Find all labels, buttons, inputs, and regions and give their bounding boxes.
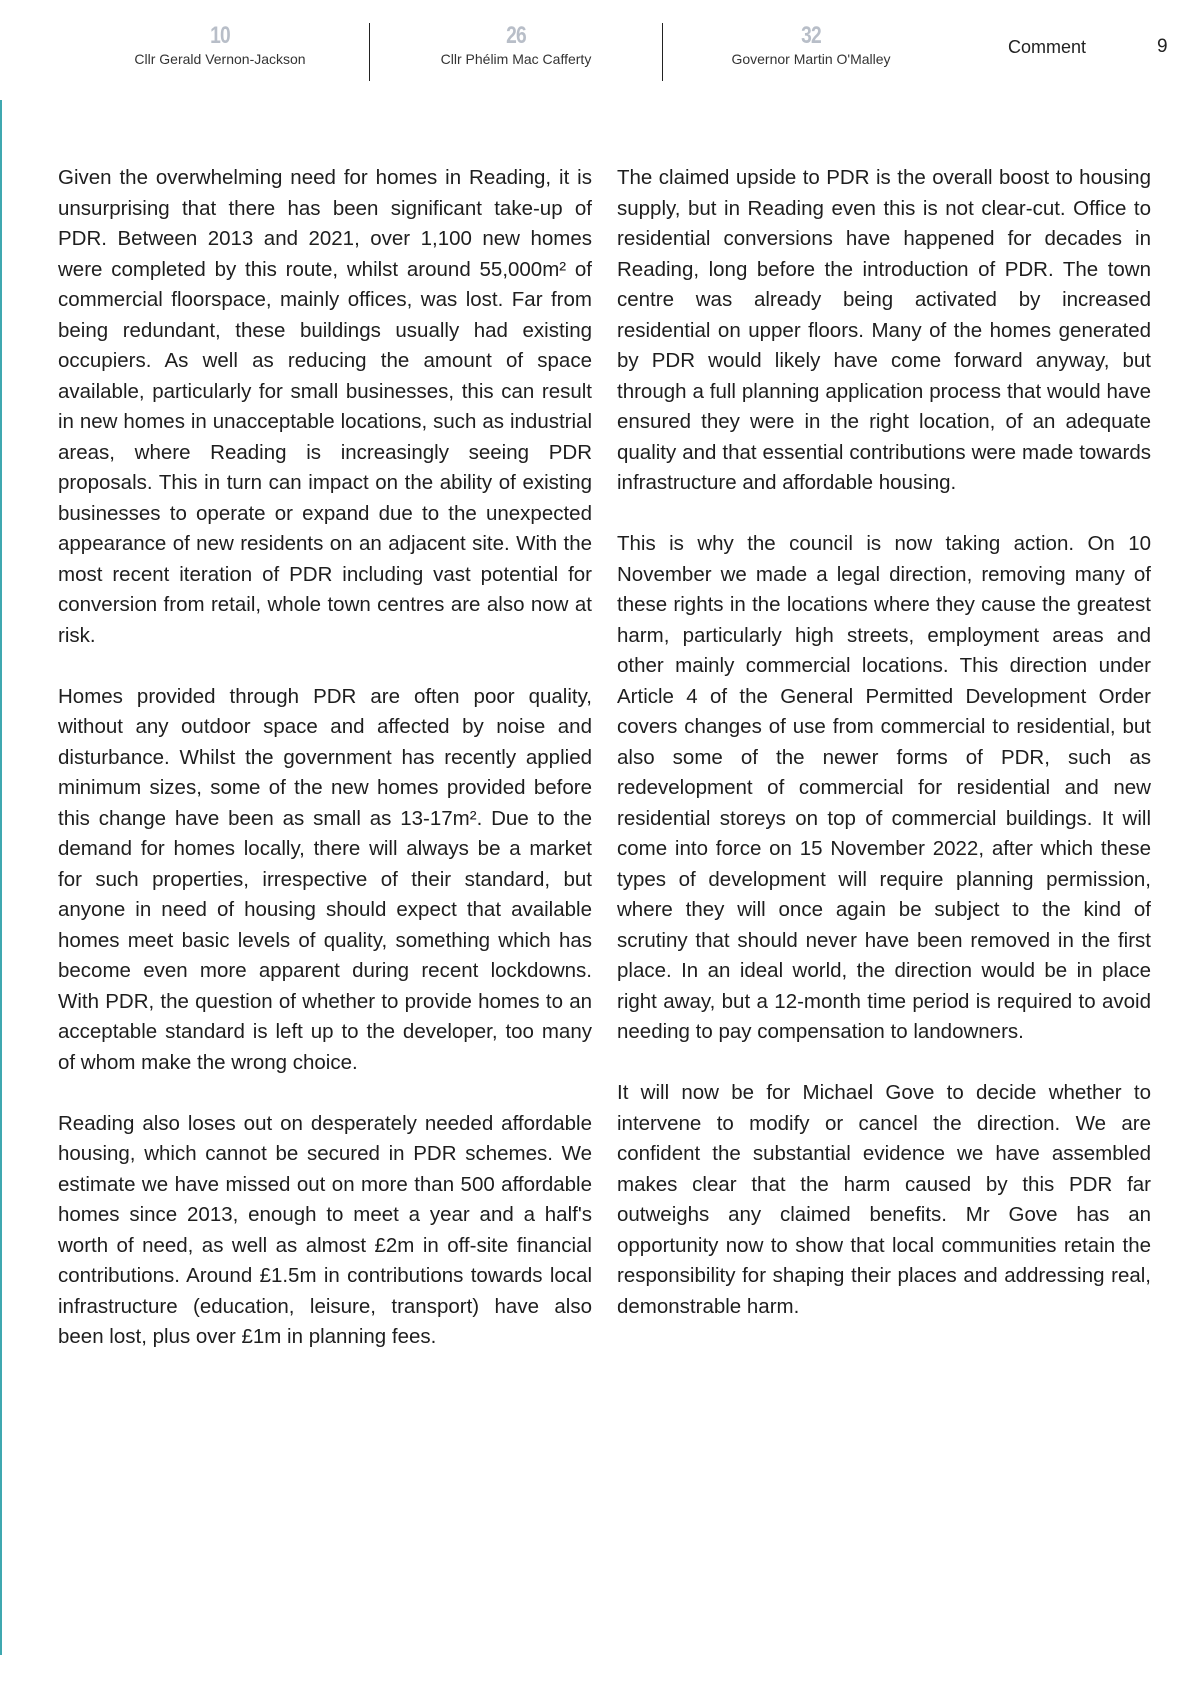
- section-label: Comment: [1008, 37, 1087, 57]
- left-column: [58, 163, 592, 1383]
- page-header: [0, 0, 1200, 90]
- ref-author: Governor Martin O'Malley: [731, 51, 891, 67]
- margin-accent-rule: [0, 100, 2, 1655]
- divider: [369, 23, 370, 81]
- paragraph: The claimed upside to PDR is the overall boost to housing supply, but in Reading even this is not clear-cut. Office to residential conversions have happened for decades in Reading, long before the introduction of PDR. The town centre was already being activated by increased residential on upper floors. Many of the homes generated by PDR would likely have come forward anyway, but through a full planning application process that would have ensured they were in the right location, of an adequate quality and that essential contributions were made towards infrastructure and affordable housing.: [617, 166, 1151, 494]
- divider: [662, 23, 663, 81]
- ref-page-number: 10: [210, 22, 230, 49]
- ref-author: Cllr Gerald Vernon-Jackson: [134, 51, 306, 67]
- ref-page-number: 26: [506, 22, 526, 49]
- paragraph: Given the overwhelming need for homes in Reading, it is unsurprising that there has been significant take-up of PDR. Between 2013 and 2021, over 1,100 new homes were completed by this route, whilst around 55,000m² of commercial floorspace, mainly offices, was lost. Far from being redundant, these buildings usually had existing occupiers. As well as reducing the amount of space available, particularly for small businesses, this can result in new homes in unacceptable locations, such as industrial areas, where Reading is increasingly seeing PDR proposals. This in turn can impact on the ability of existing businesses to operate or expand due to the unexpected appearance of new residents on an adjacent site. With the most recent iteration of PDR including vast potential for conversion from retail, whole town centres are also now at risk.: [58, 166, 592, 647]
- paragraph: Reading also loses out on desperately needed affordable housing, which cannot be secured in PDR schemes. We estimate we have missed out on more than 500 affordable homes since 2013, enough to meet a year and a half's worth of need, as well as almost £2m in off-site financial contributions. Around £1.5m in contributions towards local infrastructure (education, leisure, transport) have also been lost, plus over £1m in planning fees.: [58, 1111, 592, 1348]
- paragraph: It will now be for Michael Gove to decide whether to intervene to modify or cancel the direction. We are confident the substantial evidence we have assembled makes clear that the harm caused by this PDR far outweighs any claimed benefits. Mr Gove has an opportunity now to show that local communities retain the responsibility for shaping their places and addressing real, demonstrable harm.: [617, 1081, 1151, 1318]
- ref-author: Cllr Phélim Mac Cafferty: [440, 51, 592, 67]
- paragraph: This is why the council is now taking action. On 10 November we made a legal direction, removing many of these rights in the locations where they cause the greatest harm, particularly high streets, employment areas and other mainly commercial locations. This direction under Article 4 of the General Permitted Development Order covers changes of use from commercial to residential, but also some of the newer forms of PDR, such as redevelopment of commercial for residential and new residential storeys on top of commercial buildings. It will come into force on 15 November 2022, after which these types of development will require planning permission, where they will once again be subject to the kind of scrutiny that should never have been removed in the first place. In an ideal world, the direction would be in place right away, but a 12-month time period is required to avoid needing to pay compensation to landowners.: [617, 532, 1151, 1043]
- paragraph: Homes provided through PDR are often poor quality, without any outdoor space and affected by noise and disturbance. Whilst the government has recently applied minimum sizes, some of the new homes provided before this change have been as small as 13-17m². Due to the demand for homes locally, there will always be a market for such properties, irrespective of their standard, but anyone in need of housing should expect that available homes meet basic levels of quality, something which has become even more apparent during recent lockdowns. With PDR, the question of whether to provide homes to an acceptable standard is left up to the developer, too many of whom make the wrong choice.: [58, 684, 592, 1074]
- cross-reference-3[interactable]: [671, 22, 951, 68]
- cross-reference-2[interactable]: [376, 22, 656, 68]
- cross-reference-1[interactable]: [80, 22, 360, 68]
- ref-page-number: 32: [801, 22, 821, 49]
- right-column: [617, 163, 1151, 1353]
- page-number: 9: [1157, 36, 1168, 57]
